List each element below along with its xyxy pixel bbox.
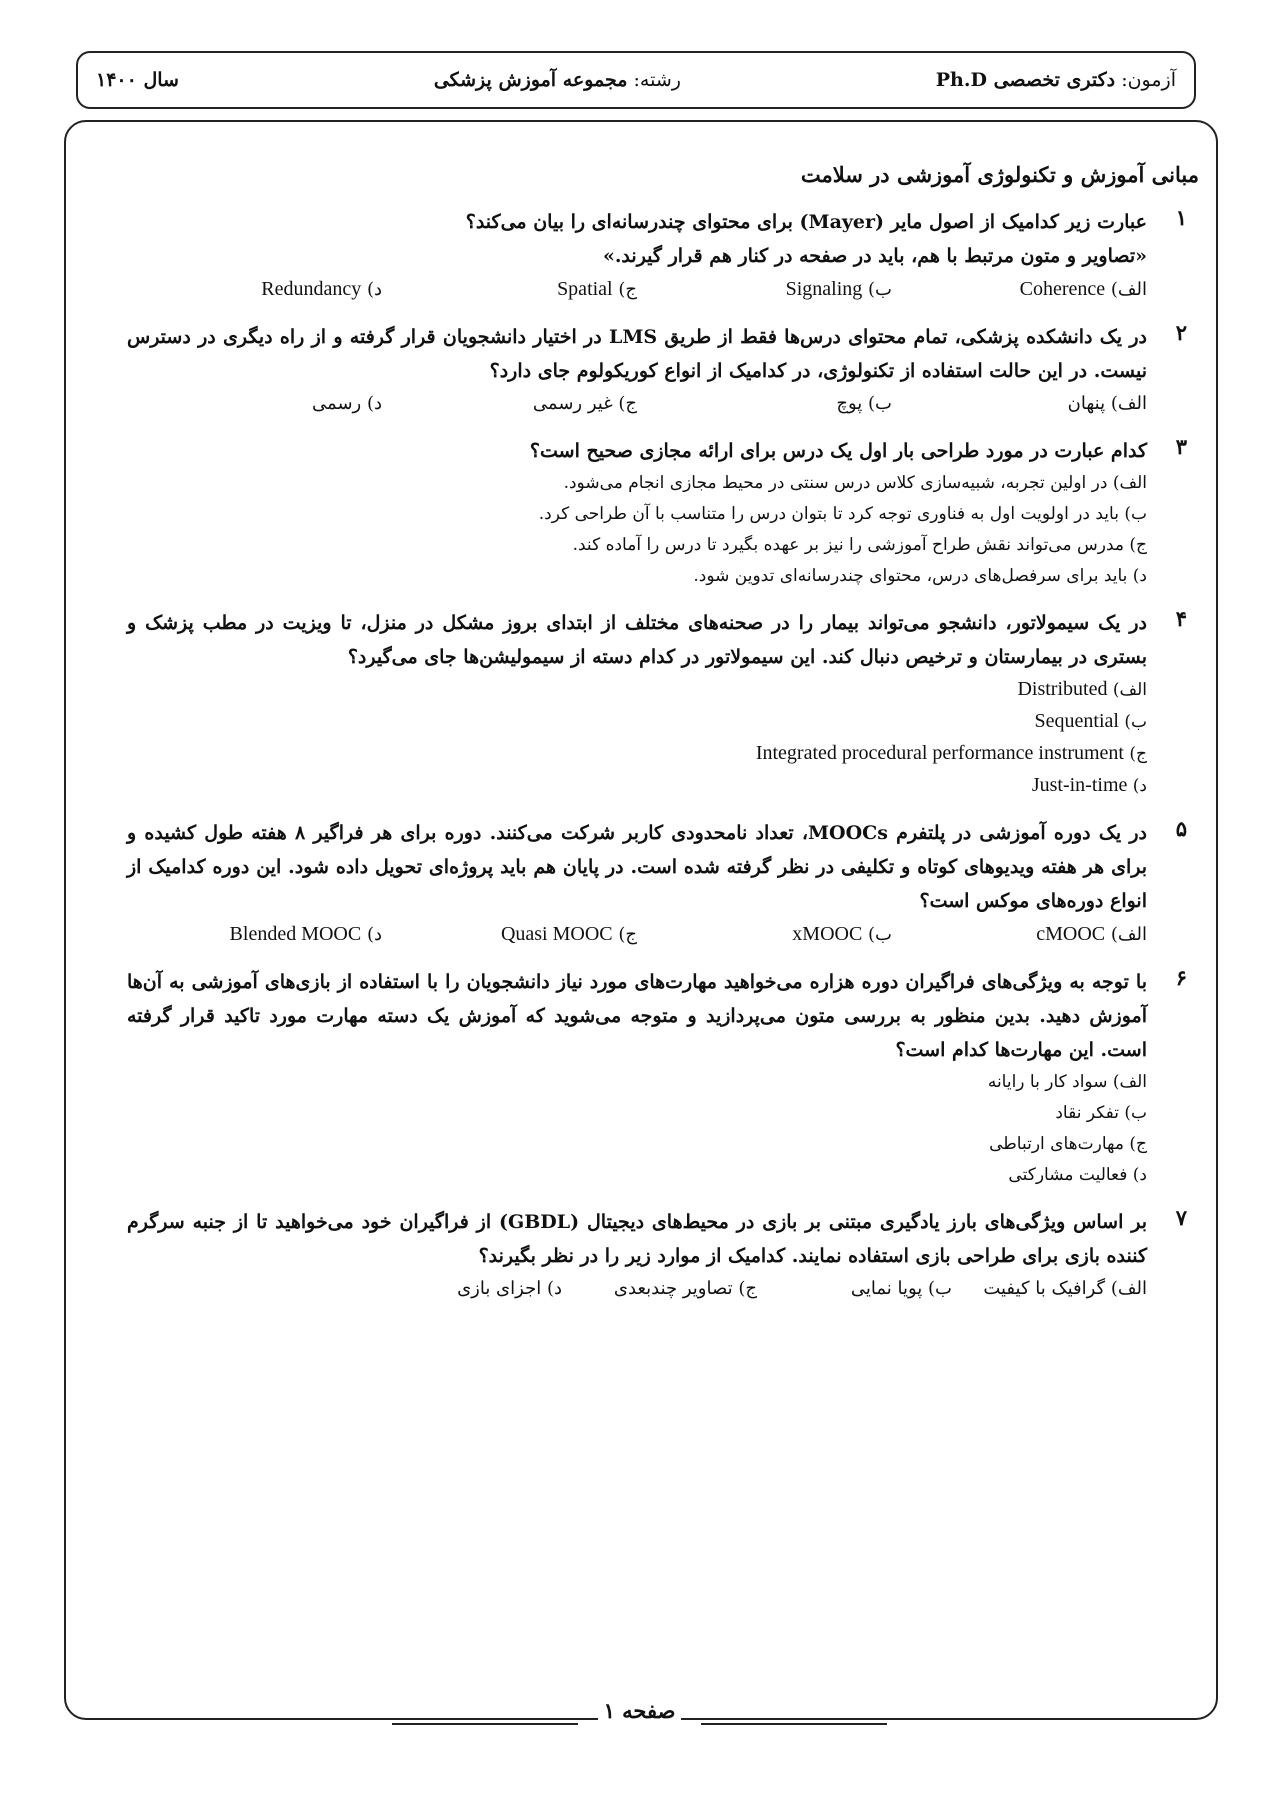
options (127, 388, 1147, 420)
exam-label: آزمون: (1121, 69, 1176, 91)
question-number: ۲ (1175, 320, 1187, 345)
option-a[interactable]: الف) cMOOC (1036, 923, 1147, 945)
question-number: ۳ (1175, 434, 1187, 459)
option-d[interactable]: د) Redundancy (261, 278, 382, 300)
option-c[interactable]: ج) Integrated procedural performance instrument (755, 742, 1147, 764)
question-5 (127, 816, 1187, 951)
option-d[interactable]: د) اجزای بازی (457, 1278, 562, 1299)
option-c[interactable]: ج) تصاویر چندبعدی (613, 1278, 757, 1299)
option-b[interactable]: ب) پویا نمایی (850, 1278, 952, 1299)
option-b[interactable]: ب) Signaling (785, 278, 892, 300)
footer-rule-left (392, 1723, 578, 1725)
question-2 (127, 320, 1187, 420)
question-4 (127, 606, 1187, 802)
question-1 (127, 205, 1187, 306)
options (127, 273, 1147, 306)
footer-rule-right (701, 1723, 887, 1725)
option-c[interactable]: ج) Spatial (557, 278, 637, 300)
question-text: کدام عبارت در مورد طراحی بار اول یک درس برای ارائه مجازی صحیح است؟ (529, 440, 1147, 462)
question-text: در یک دوره آموزشی در پلتفرم MOOCs، تعداد نامحدودی کاربر شرکت می‌کنند. دوره برای هر فراگیر ۸ هفته طول کشیده و برای هر هفته ویدیوهای کوتاه و تکلیفی در نظر گرفته شده است. در پایان هم باید پروژه‌ای تحویل داده شود. این دوره کدامیک از انواع دوره‌های موکس است؟ (127, 822, 1147, 912)
option-d[interactable]: د) رسمی (312, 393, 382, 414)
option-a[interactable]: الف) در اولین تجربه، شبیه‌سازی کلاس درس سنتی در محیط مجازی انجام می‌شود. (563, 473, 1147, 493)
option-b[interactable]: ب) تفکر نقاد (1055, 1103, 1147, 1123)
page-footer (0, 1690, 1279, 1730)
question-quote: «تصاویر و متون مرتبط با هم، باید در صفحه در کنار هم قرار گیرند.» (602, 245, 1147, 267)
year-text: سال ۱۴۰۰ (96, 69, 179, 91)
option-b[interactable]: ب) Sequential (1034, 710, 1147, 732)
options (127, 918, 1147, 951)
exam-year (96, 69, 179, 91)
option-c[interactable]: ج) Quasi MOOC (500, 923, 637, 945)
question-6 (127, 965, 1187, 1191)
option-b[interactable]: ب) باید در اولویت اول به فناوری توجه کرد تا بتوان درس را متناسب با آن طراحی کرد. (538, 504, 1147, 524)
option-d[interactable]: د) فعالیت مشارکتی (1008, 1165, 1147, 1185)
option-c[interactable]: ج) غیر رسمی (532, 393, 637, 414)
options (127, 1067, 1147, 1191)
options (367, 1273, 1147, 1305)
question-number: ۶ (1175, 965, 1187, 990)
question-text: عبارت زیر کدامیک از اصول مایر (Mayer) برای محتوای چندرسانه‌ای را بیان می‌کند؟ (465, 211, 1147, 233)
question-number: ۴ (1175, 606, 1187, 631)
section-title: مبانی آموزش و تکنولوژی آموزشی در سلامت (800, 162, 1199, 187)
exam-value: دکتری تخصصی Ph.D (935, 69, 1116, 91)
option-a[interactable]: الف) گرافیک با کیفیت (983, 1278, 1147, 1299)
option-d[interactable]: د) باید برای سرفصل‌های درس، محتوای چندرسانه‌ای تدوین شود. (693, 566, 1147, 586)
question-text: در یک دانشکده پزشکی، تمام محتوای درس‌ها فقط از طریق LMS در اختیار دانشجویان قرار گرفته و از راه دیگری در دسترس نیست. در این حالت استفاده از تکنولوژی، در کدامیک از انواع کوریکولوم جای دارد؟ (127, 326, 1148, 382)
option-a[interactable]: الف) پنهان (1067, 393, 1147, 414)
option-c[interactable]: ج) مدرس می‌تواند نقش طراح آموزشی را نیز بر عهده بگیرد تا درس را آماده کند. (572, 535, 1147, 555)
field-value: مجموعه آموزش پزشکی (433, 69, 628, 91)
option-a[interactable]: الف) Distributed (1017, 678, 1147, 700)
question-number: ۱ (1175, 205, 1187, 230)
options (127, 468, 1147, 592)
field-label: رشته: (633, 69, 681, 91)
option-c[interactable]: ج) مهارت‌های ارتباطی (989, 1134, 1147, 1154)
question-number: ۵ (1175, 816, 1187, 841)
question-text: در یک سیمولاتور، دانشجو می‌تواند بیمار را در صحنه‌های مختلف از ابتدای بروز مشکل در منزل، تا ویزیت در مطب پزشک و بستری در بیمارستان و ترخیص دنبال کند. این سیمولاتور در کدام دسته از سیمولیشن‌ها جای می‌گیرد؟ (127, 612, 1147, 668)
exam-info (936, 69, 1176, 91)
question-7 (127, 1205, 1187, 1305)
page-number: صفحه ۱ (598, 1698, 682, 1723)
question-3 (127, 434, 1187, 592)
option-b[interactable]: ب) پوچ (836, 393, 892, 414)
option-b[interactable]: ب) xMOOC (792, 923, 892, 945)
option-d[interactable]: د) Just-in-time (1031, 774, 1147, 796)
field-info (434, 69, 681, 91)
exam-header (76, 51, 1196, 109)
option-a[interactable]: الف) Coherence (1019, 278, 1147, 300)
question-number: ۷ (1175, 1205, 1187, 1230)
question-text: بر اساس ویژگی‌های بارز یادگیری مبتنی بر بازی در محیط‌های دیجیتال (GBDL) از فراگیران خود می‌خواهید تا از جنبه سرگرم کننده بازی برای طراحی بازی استفاده نمایند. کدامیک از موارد زیر را در نظر بگیرند؟ (127, 1211, 1147, 1267)
option-d[interactable]: د) Blended MOOC (229, 923, 382, 945)
exam-content (127, 162, 1199, 1319)
option-a[interactable]: الف) سواد کار با رایانه (987, 1072, 1147, 1092)
options (127, 674, 1147, 802)
question-text: با توجه به ویژگی‌های فراگیران دوره هزاره می‌خواهید مهارت‌های مورد نیاز دانشجویان را با استفاده از بازی‌های آموزشی به آن‌ها آموزش دهید. بدین منظور به بررسی متون می‌پردازید و متوجه می‌شوید که آموزش یک دسته مهارت مورد تاکید قرار گرفته است. این مهارت‌ها کدام است؟ (127, 971, 1147, 1061)
